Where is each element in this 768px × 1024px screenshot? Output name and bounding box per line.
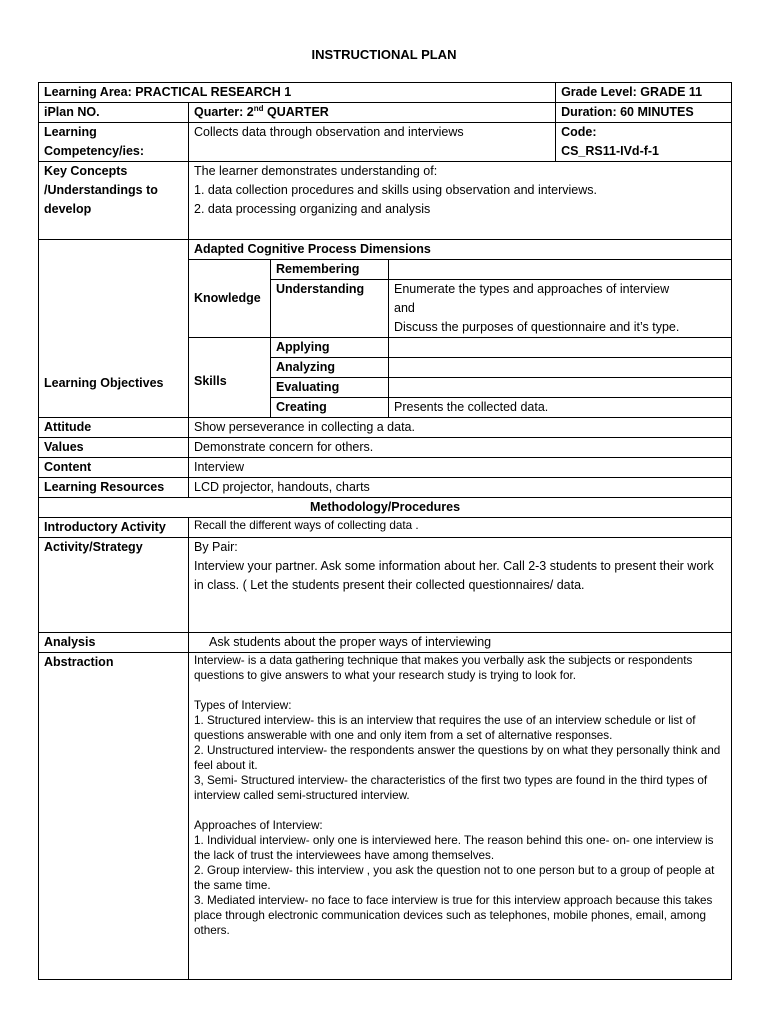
level-applying: Applying xyxy=(271,338,389,358)
methodology-heading: Methodology/Procedures xyxy=(39,498,732,518)
remembering-text xyxy=(389,260,732,280)
content-row xyxy=(39,458,732,478)
introductory-label: Introductory Activity xyxy=(39,518,189,538)
key-concepts-intro: The learner demonstrates understanding of: xyxy=(194,164,438,178)
quarter-prefix: Quarter: 2 xyxy=(194,105,254,119)
iplan-no: iPlan NO. xyxy=(39,103,189,123)
code-label: Code: xyxy=(561,125,597,139)
competency-code xyxy=(556,123,732,162)
attitude-row xyxy=(39,418,732,438)
abstraction-row xyxy=(39,653,732,980)
resources-row xyxy=(39,478,732,498)
methodology-heading-row xyxy=(39,498,732,518)
abstraction-value: Interview- is a data gathering technique that makes you verbally ask the subjects or respondents questions to give answers to what your research study is trying to look for. Types of Interview: 1. Structured interview- this is an interview that requires the use of an interview schedule or list of questions answerable with one and only item from a set of alternative responses. 2. Unstructured interview- the respondents answer the questions by on what they personally think and feel about it. 3, Semi- Structured interview- the characteristics of the first two types are found in the third types of interview called semi-structured interview. Approaches of Interview: 1. Individual interview- only one is interviewed here. The reason behind this one- on- one interview is the lack of trust the interviewees have among themselves. 2. Group interview- this interview , you ask the question not to one person but to a group of people at the same time. 3. Mediated interview- no face to face interview is true for this interview approach because this takes place through electronic communication devices such as telephones, mobile phones, email, among others. xyxy=(189,653,732,980)
analysis-row xyxy=(39,633,732,653)
introductory-row xyxy=(39,518,732,538)
knowledge-label: Knowledge xyxy=(189,260,271,338)
content-value: Interview xyxy=(189,458,732,478)
level-analyzing: Analyzing xyxy=(271,358,389,378)
quarter xyxy=(189,103,556,123)
creating-text: Presents the collected data. xyxy=(389,398,732,418)
key-concepts-item: 2. data processing organizing and analysis xyxy=(194,202,431,216)
quarter-suffix: QUARTER xyxy=(263,105,329,119)
key-concepts-row xyxy=(39,162,732,240)
quarter-sup: nd xyxy=(253,103,264,113)
abstraction-label: Abstraction xyxy=(39,653,189,980)
values-label: Values xyxy=(39,438,189,458)
understanding-text: Enumerate the types and approaches of interview and Discuss the purposes of questionnaire and it’s type. xyxy=(389,280,732,338)
resources-label: Learning Resources xyxy=(39,478,189,498)
objectives-heading-row xyxy=(39,240,732,260)
analyzing-text xyxy=(389,358,732,378)
level-understanding: Understanding xyxy=(271,280,389,338)
attitude-label: Attitude xyxy=(39,418,189,438)
code-value: CS_RS11-IVd-f-1 xyxy=(561,144,660,158)
activity-label: Activity/Strategy xyxy=(39,538,189,633)
level-creating: Creating xyxy=(271,398,389,418)
page-title: INSTRUCTIONAL PLAN xyxy=(311,47,457,62)
introductory-value: Recall the different ways of collecting data . xyxy=(189,518,732,538)
header-row-2 xyxy=(39,103,732,123)
level-remembering: Remembering xyxy=(271,260,389,280)
competency-label: Learning Competency/ies: xyxy=(39,123,189,162)
content-label: Content xyxy=(39,458,189,478)
competency-text: Collects data through observation and interviews xyxy=(189,123,556,162)
learning-objectives-label: Learning Objectives xyxy=(39,240,189,418)
learning-area: Learning Area: PRACTICAL RESEARCH 1 xyxy=(39,83,556,103)
analysis-label: Analysis xyxy=(39,633,189,653)
applying-text xyxy=(389,338,732,358)
instructional-plan-table xyxy=(38,82,732,980)
key-concepts-content xyxy=(189,162,732,240)
activity-value: By Pair: Interview your partner. Ask some information about her. Call 2-3 students to present their work in class. ( Let the students present their collected questionnaires/ data. xyxy=(189,538,732,633)
analysis-value: Ask students about the proper ways of interviewing xyxy=(189,633,732,653)
activity-row xyxy=(39,538,732,633)
evaluating-text xyxy=(389,378,732,398)
dimensions-heading: Adapted Cognitive Process Dimensions xyxy=(189,240,732,260)
duration: Duration: 60 MINUTES xyxy=(556,103,732,123)
key-concepts-label: Key Concepts /Understandings to develop xyxy=(39,162,189,240)
values-value: Demonstrate concern for others. xyxy=(189,438,732,458)
grade-level: Grade Level: GRADE 11 xyxy=(556,83,732,103)
resources-value: LCD projector, handouts, charts xyxy=(189,478,732,498)
values-row xyxy=(39,438,732,458)
skills-label: Skills xyxy=(189,338,271,418)
attitude-value: Show perseverance in collecting a data. xyxy=(189,418,732,438)
competency-row xyxy=(39,123,732,162)
header-row-1 xyxy=(39,83,732,103)
key-concepts-item: 1. data collection procedures and skills using observation and interviews. xyxy=(194,183,598,197)
level-evaluating: Evaluating xyxy=(271,378,389,398)
